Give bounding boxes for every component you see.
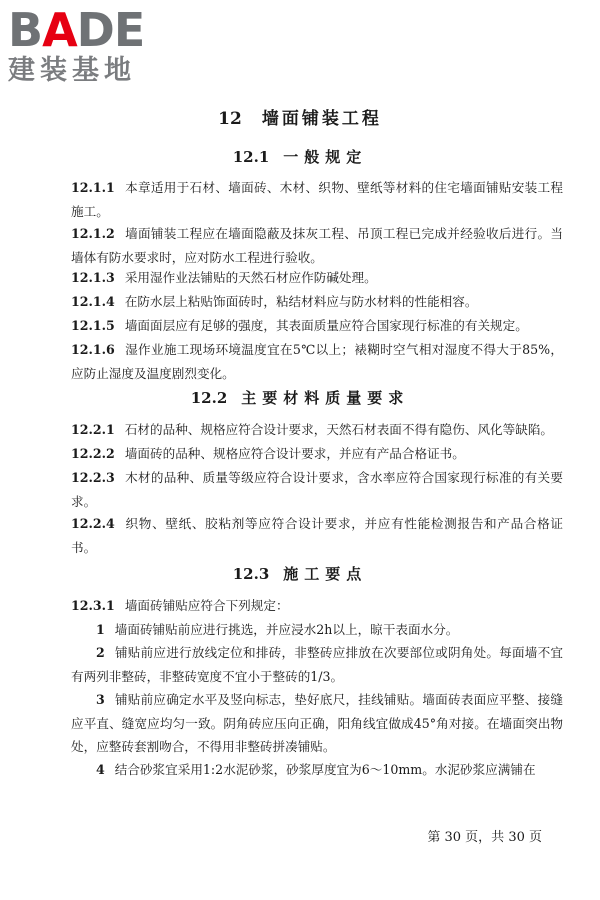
chapter-number: 12	[218, 109, 242, 129]
section-title: 12.1 一般规定	[232, 148, 368, 166]
section-title: 12.3 施工要点	[232, 565, 368, 583]
chapter-title	[0, 104, 600, 129]
clause: 12.2.3 木材的品种、质量等级应符合设计要求，含水率应符合国家现行标准的有关要求。	[71, 470, 563, 509]
chapter-title-text: 墙面铺装工程	[261, 109, 382, 129]
list-item: 2 铺贴前应进行放线定位和排砖，非整砖应排放在次要部位或阴角处。每面墙不宜有两列非整砖，非整砖宽度不宜小于整砖的1/3。	[71, 645, 563, 684]
section-number: 12.2	[190, 389, 228, 407]
clause: 12.3.1 墙面砖铺贴应符合下列规定：	[71, 598, 289, 613]
clause: 12.1.1 本章适用于石材、墙面砖、木材、织物、壁纸等材料的住宅墙面铺贴安装工程施工。	[71, 180, 563, 219]
clause: 12.1.5 墙面面层应有足够的强度，其表面质量应符合国家现行标准的有关规定。	[71, 318, 528, 333]
clause: 12.2.4 织物、壁纸、胶粘剂等应符合设计要求，并应有性能检测报告和产品合格证书。	[71, 516, 563, 555]
section-title: 12.2 主要材料质量要求	[190, 389, 410, 407]
logo-subtitle: 建装基地	[8, 55, 136, 86]
clause: 12.2.1 石材的品种、规格应符合设计要求，天然石材表面不得有隐伤、风化等缺陷。	[71, 422, 554, 437]
list-item: 4 结合砂浆宜采用1:2水泥砂浆，砂浆厚度宜为6～10mm。水泥砂浆应满铺在	[96, 762, 536, 777]
logo-wordmark: BADE	[8, 3, 145, 57]
clause: 12.1.2 墙面铺装工程应在墙面隐蔽及抹灰工程、吊顶工程已完成并经验收后进行。当墙体有防水要求时，应对防水工程进行验收。	[71, 226, 563, 265]
page-number: 第 30 页，共 30 页	[427, 830, 542, 845]
clause: 12.1.3 采用湿作业法铺贴的天然石材应作防碱处理。	[71, 270, 377, 285]
list-item: 3 铺贴前应确定水平及竖向标志，垫好底尺，挂线铺贴。墙面砖表面应平整、接缝应平直、缝宽应均匀一致。阴角砖应压向正确，阳角线宜做成45°角对接。在墙面突出物处，应整砖套割吻合，不得用非整砖拼凑铺贴。	[71, 692, 563, 754]
logo	[8, 3, 178, 86]
clause: 12.1.6 湿作业施工现场环境温度宜在5℃以上；裱糊时空气相对湿度不得大于85%，应防止湿度及温度剧烈变化。	[71, 342, 563, 381]
list-item: 1 墙面砖铺贴前应进行挑选，并应浸水2h以上，晾干表面水分。	[96, 622, 459, 637]
section-number: 12.3	[232, 565, 270, 583]
section-number: 12.1	[232, 148, 270, 166]
clause: 12.1.4 在防水层上粘贴饰面砖时，粘结材料应与防水材料的性能相容。	[71, 294, 478, 309]
clause: 12.2.2 墙面砖的品种、规格应符合设计要求，并应有产品合格证书。	[71, 446, 465, 461]
